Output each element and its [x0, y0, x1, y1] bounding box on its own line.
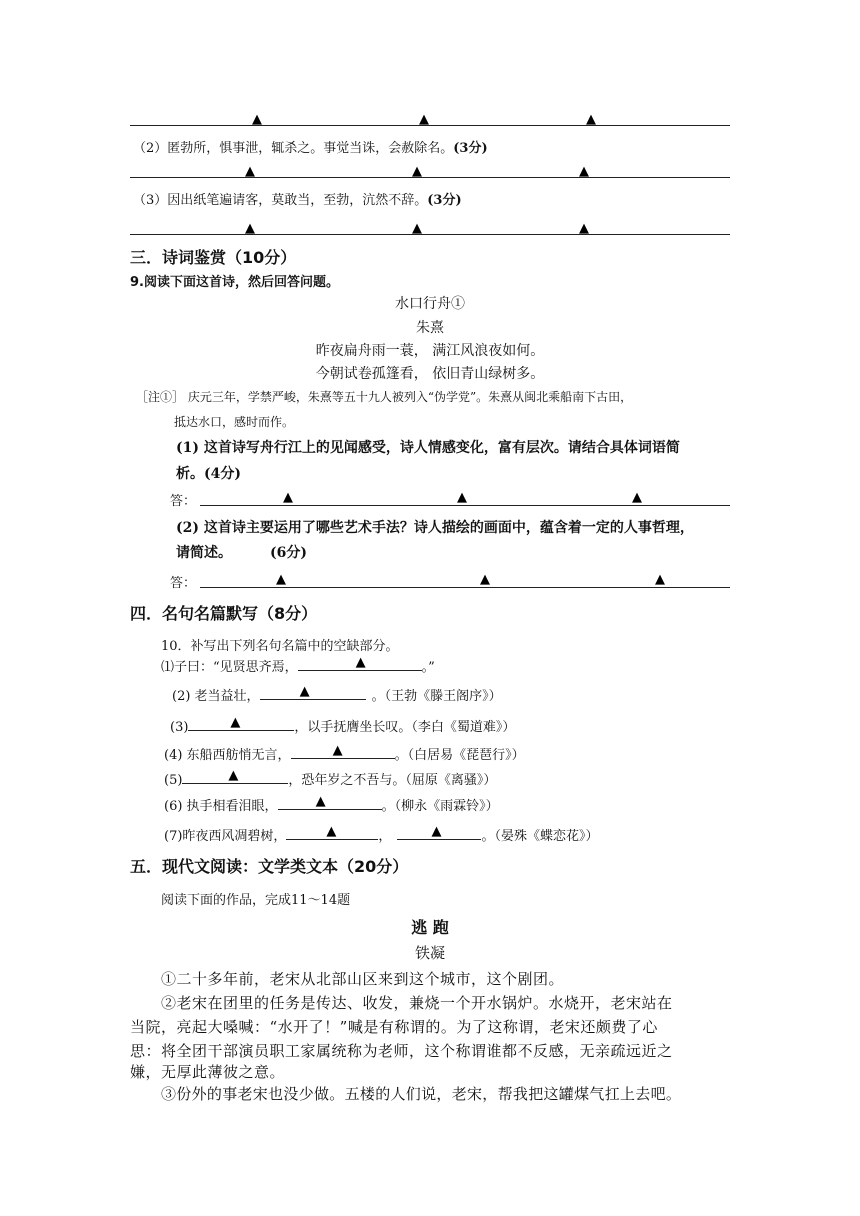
article-title: 逃 跑 [411, 918, 449, 937]
answer-marker: ▲ [412, 221, 422, 236]
subquestion-1-line-1: (1) 这首诗写舟行江上的见闻感受，诗人情感变化，富有层次。请结合具体词语简 [176, 440, 680, 456]
subquestion-1-line-2: 析。(4分) [176, 466, 241, 482]
recitation-item-1-prefix: ⑴子曰：“见贤思齐焉， [161, 660, 298, 675]
answer-marker: ▲ [315, 794, 326, 809]
answer-marker: ▲ [457, 490, 467, 505]
blank-1[interactable] [298, 656, 422, 671]
answer-marker: ▲ [299, 684, 310, 699]
recitation-item-2 [172, 685, 502, 704]
answer-marker: ▲ [655, 572, 665, 587]
answer-marker: ▲ [332, 743, 343, 758]
poem-note-line-2: 抵达水口，感时而作。 [174, 415, 295, 429]
subquestion-2-line-1: (2) 这首诗主要运用了哪些艺术手法？诗人描绘的画面中，蕴含着一定的人事哲理， [176, 520, 694, 536]
recitation-item-6 [164, 795, 499, 814]
recitation-item-7-suffix: 。（晏殊《蝶恋花》） [481, 829, 599, 844]
answer-line-q2 [130, 177, 730, 178]
question-10: 10．补写出下列名句名篇中的空缺部分。 [161, 639, 399, 654]
recitation-item-7-separator: ， [378, 829, 392, 844]
translation-q2 [133, 137, 488, 156]
poem-author: 朱熹 [416, 320, 444, 336]
recitation-item-5 [164, 769, 496, 788]
blank-3[interactable] [188, 716, 294, 731]
section-heading-reading: 五．现代文阅读：文学类文本（20分） [130, 857, 409, 876]
subquestion-2-text: 请简述。 [176, 545, 232, 561]
answer-marker: ▲ [579, 221, 589, 236]
recitation-item-6-suffix: 。（柳永《雨霖铃》） [381, 799, 499, 814]
recitation-item-5-suffix: ，恐年岁之不吾与。（屈原《离骚》） [288, 773, 497, 788]
translation-q3 [133, 189, 462, 208]
recitation-item-5-prefix: (5) [164, 773, 183, 788]
answer-label: 答： [170, 576, 197, 591]
recitation-item-3 [170, 716, 515, 735]
subquestion-2-line-2 [176, 542, 307, 562]
recitation-item-4-prefix: (4) 东船西舫悄无言， [164, 748, 291, 763]
section-heading-recitation: 四．名句名篇默写（8分） [130, 604, 318, 623]
blank-7b[interactable] [397, 825, 481, 840]
poem-line-1: 昨夜扁舟雨一蓑， 满江风浪夜如何。 [315, 343, 545, 359]
answer-marker: ▲ [245, 221, 255, 236]
answer-marker: ▲ [419, 112, 429, 127]
answer-marker: ▲ [579, 164, 589, 179]
recitation-item-4-suffix: 。（白居易《琵琶行》） [394, 748, 525, 763]
blank-4[interactable] [291, 744, 395, 759]
blank-7a[interactable] [286, 825, 378, 840]
answer-marker: ▲ [480, 572, 490, 587]
recitation-item-3-suffix: ，以手抚膺坐长叹。（李白《蜀道难》） [294, 720, 516, 735]
poem-title: 水口行舟① [395, 296, 465, 312]
answer-marker: ▲ [355, 655, 366, 670]
question-9: 9.阅读下面这首诗，然后回答问题。 [130, 275, 339, 290]
paragraph-1: ①二十多年前，老宋从北部山区来到这个城市，这个剧团。 [161, 970, 565, 988]
reading-intro: 阅读下面的作品，完成11～14题 [161, 893, 351, 908]
blank-2[interactable] [260, 685, 366, 700]
answer-marker: ▲ [228, 768, 239, 783]
paragraph-3: ③份外的事老宋也没少做。五楼的人们说，老宋，帮我把这罐煤气扛上去吧。 [161, 1085, 682, 1103]
answer-marker: ▲ [230, 715, 241, 730]
blank-5[interactable] [182, 769, 288, 784]
recitation-item-6-prefix: (6) 执手相看泪眼， [164, 799, 278, 814]
poem-line-2: 今朝试卷孤篷看， 依旧青山绿树多。 [315, 366, 545, 382]
translation-q3-points: (3分) [427, 193, 462, 208]
answer-line-q3 [130, 234, 730, 235]
answer-marker: ▲ [632, 490, 642, 505]
recitation-item-1-suffix: 。” [421, 660, 435, 675]
answer-marker: ▲ [431, 824, 442, 839]
paragraph-2-line-2: 当院，亮起大嗓喊：“水开了！”喊是有称谓的。为了这称谓，老宋还颇费了心 [130, 1018, 658, 1036]
answer-marker: ▲ [326, 824, 337, 839]
answer-label: 答： [170, 494, 197, 509]
recitation-item-2-suffix: 。（王勃《滕王阁序》） [371, 689, 502, 704]
translation-q2-text: （2）匿勃所，惧事泄，辄杀之。事觉当诛，会赦除名。 [133, 141, 454, 156]
answer-line-sub1[interactable] [200, 505, 730, 506]
translation-q3-text: （3）因出纸笔遍请客，莫敢当，至勃，沆然不辞。 [133, 193, 428, 208]
answer-line-sub2[interactable] [200, 587, 730, 588]
answer-marker: ▲ [586, 112, 596, 127]
blank-6[interactable] [278, 795, 382, 810]
subquestion-2-points: (6分) [270, 545, 307, 561]
recitation-item-7 [164, 825, 598, 844]
paragraph-2-line-3: 思：将全团干部演员职工家属统称为老师，这个称谓谁都不反感，无亲疏远近之 [130, 1042, 673, 1060]
translation-q2-points: (3分) [453, 141, 488, 156]
answer-marker: ▲ [245, 164, 255, 179]
answer-line-q1 [130, 125, 730, 126]
article-author: 铁凝 [414, 944, 445, 962]
recitation-item-1 [161, 656, 435, 675]
paragraph-2-line-1: ②老宋在团里的任务是传达、收发，兼烧一个开水锅炉。水烧开，老宋站在 [161, 994, 673, 1012]
poem-note-line-1: ［注①］ 庆元三年，学禁严峻，朱熹等五十九人被列入“伪学党”。朱熹从闽北乘船南下古田， [136, 390, 633, 404]
section-heading-poetry: 三．诗词鉴赏（10分） [130, 248, 297, 267]
answer-marker: ▲ [252, 112, 262, 127]
answer-marker: ▲ [412, 164, 422, 179]
recitation-item-7-prefix: (7)昨夜西风凋碧树， [164, 829, 287, 844]
answer-marker: ▲ [283, 490, 293, 505]
recitation-item-2-prefix: (2) 老当益壮， [172, 689, 260, 704]
recitation-item-4 [164, 744, 525, 763]
paragraph-2-line-4: 嫌，无厚此薄彼之意。 [130, 1063, 286, 1081]
recitation-item-3-prefix: (3) [170, 720, 189, 735]
answer-marker: ▲ [276, 572, 286, 587]
